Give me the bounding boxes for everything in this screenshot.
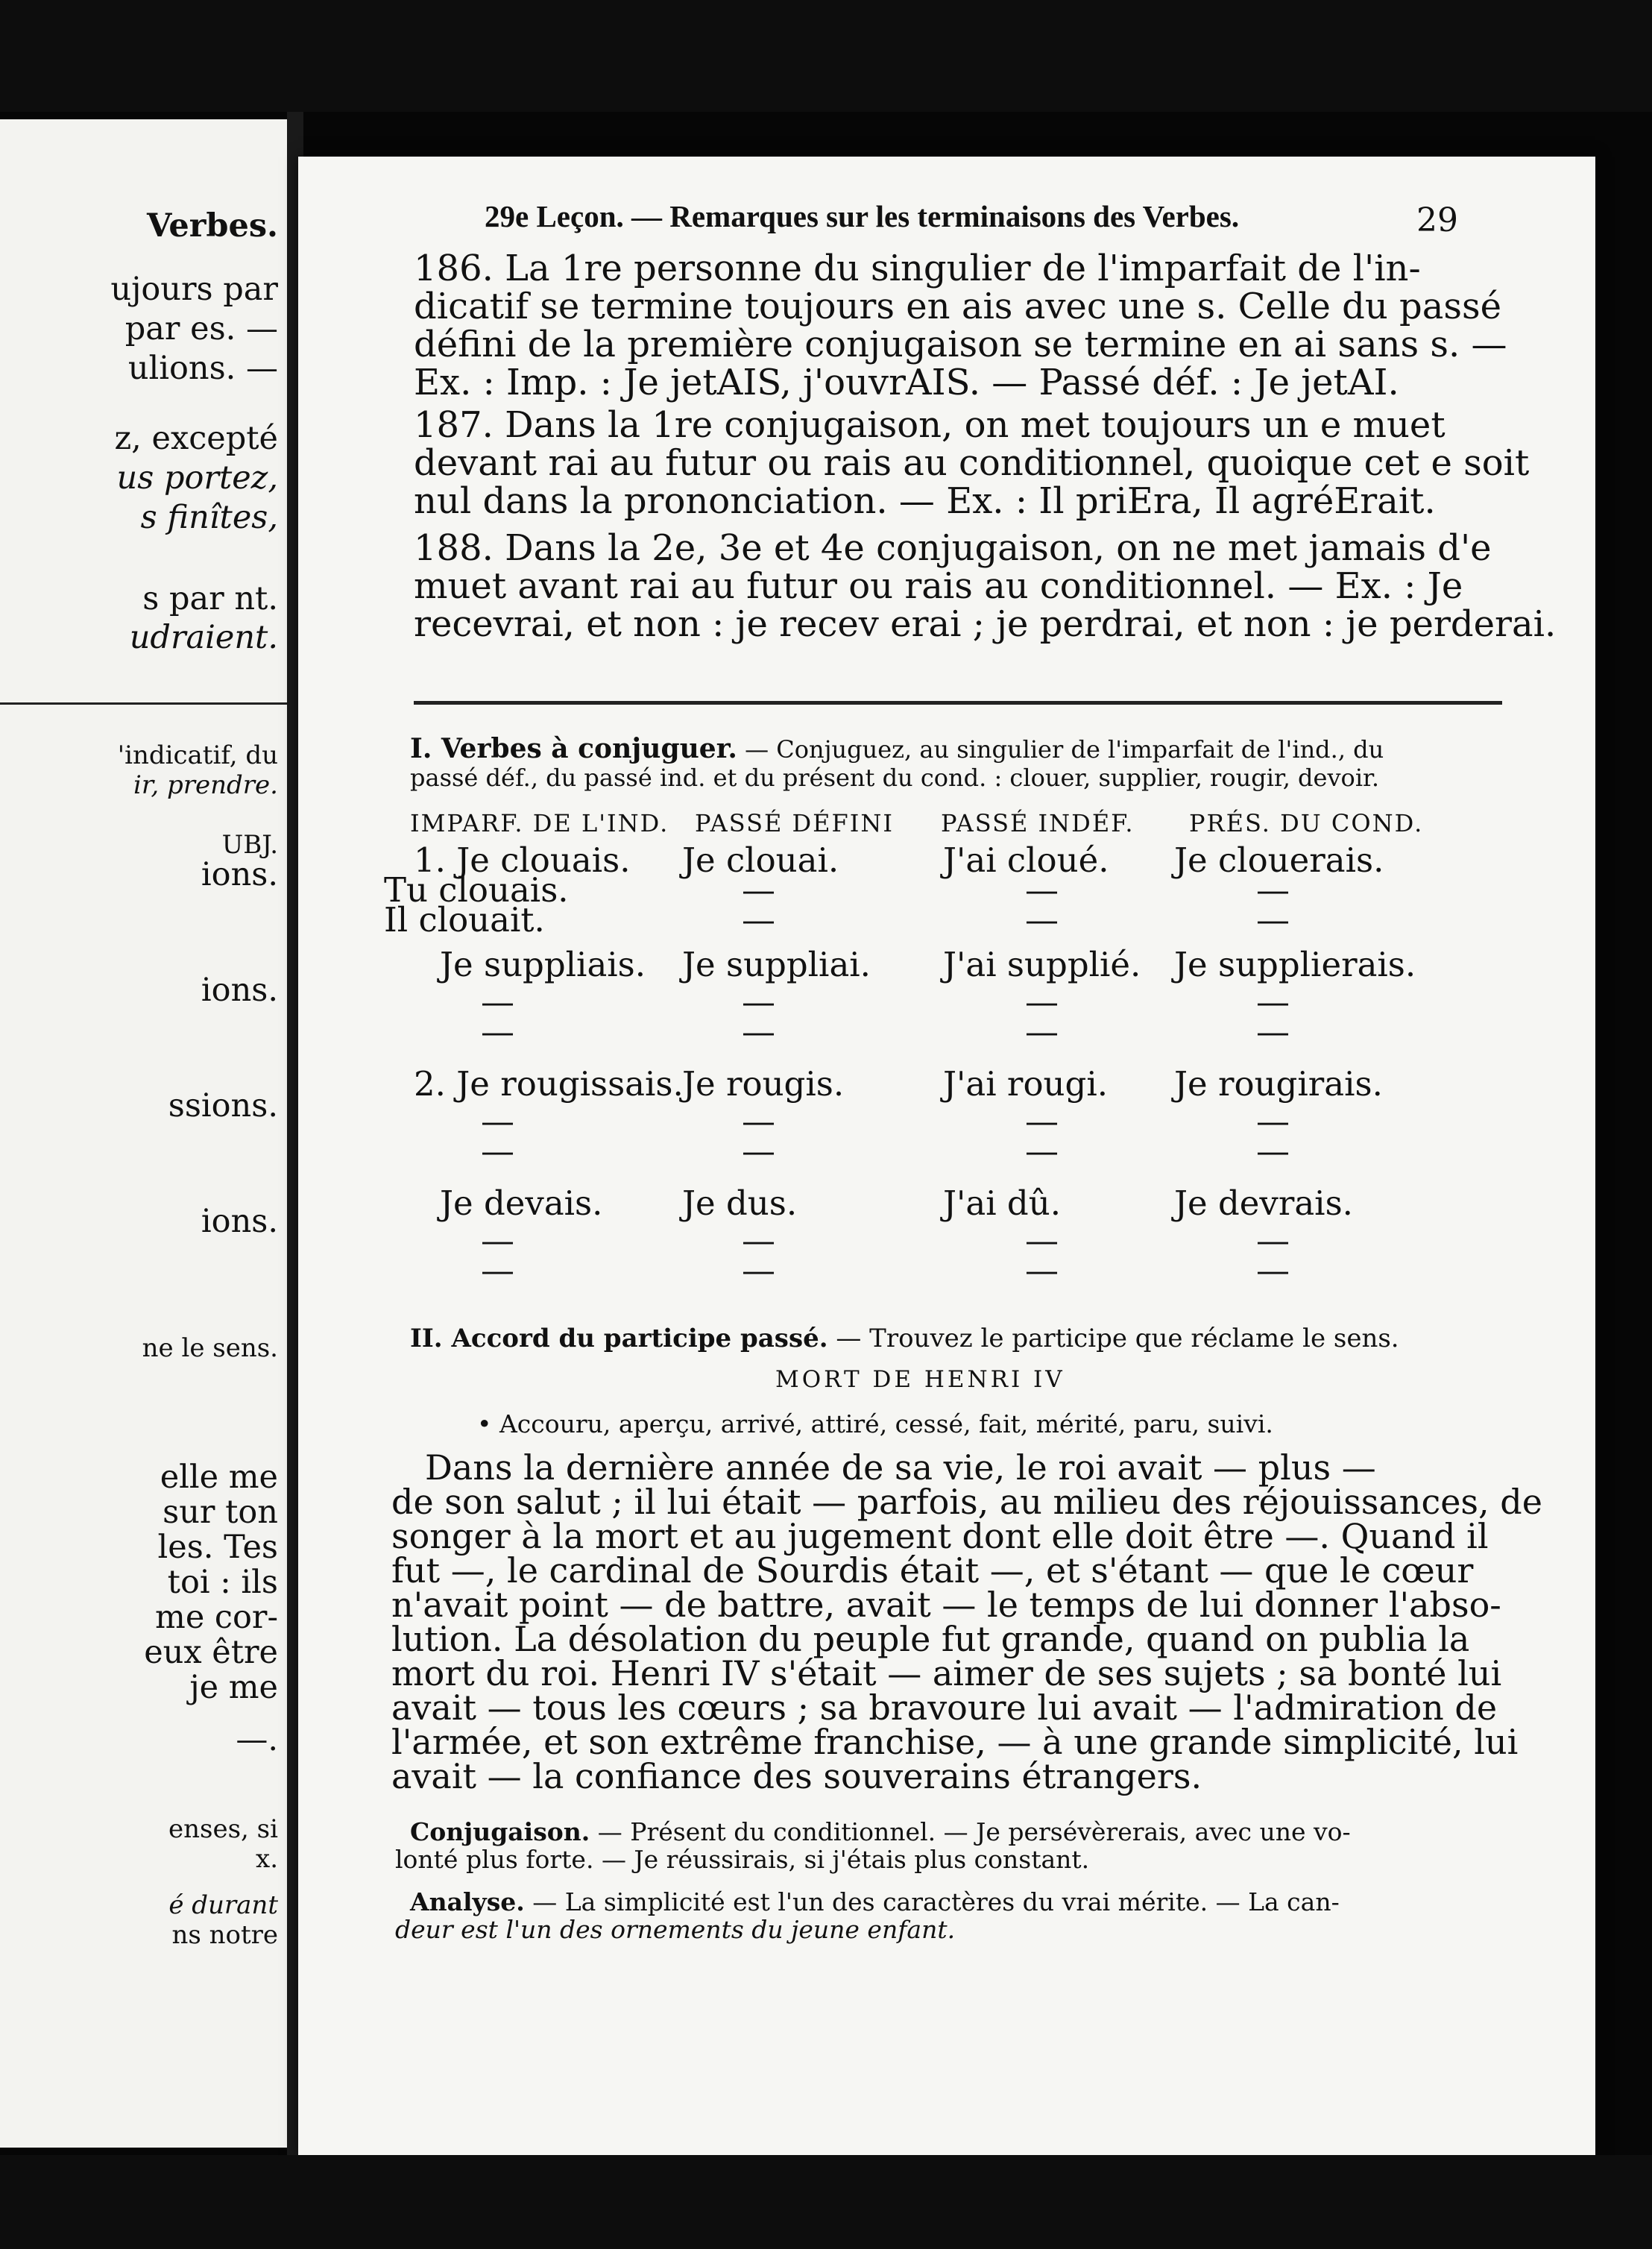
text-line: mort du roi. Henri IV s'était — aimer de ses sujets ; sa bonté lui bbox=[391, 1653, 1502, 1693]
left-line: ne le sens. bbox=[142, 1333, 278, 1363]
conjugation-cell: — bbox=[1256, 1221, 1290, 1260]
left-line: UBJ. bbox=[221, 830, 278, 860]
conjugation-cell: — bbox=[1025, 1101, 1059, 1141]
left-line: é durant bbox=[168, 1890, 278, 1920]
conjugation-cell: Tu clouais. bbox=[384, 870, 569, 910]
conjugation-cell: Il clouait. bbox=[384, 900, 545, 940]
text-line: avait — tous les cœurs ; sa bravoure lui avait — l'admiration de bbox=[391, 1687, 1498, 1728]
text-line: lution. La désolation du peuple fut grande, quand on publia la bbox=[391, 1619, 1470, 1659]
conjugation-cell: Je devrais. bbox=[1174, 1183, 1353, 1223]
exercise-2-heading: MORT DE HENRI IV bbox=[775, 1366, 1065, 1393]
conjugation-cell: — bbox=[742, 1251, 775, 1290]
conjugation-cell: Je suppliai. bbox=[682, 945, 871, 984]
conjugation-cell: — bbox=[1025, 870, 1059, 910]
conjugation-cell: — bbox=[1256, 1251, 1290, 1290]
exercise-2-text bbox=[391, 1447, 1542, 1796]
page-number: 29 bbox=[1416, 201, 1458, 239]
current-page bbox=[298, 157, 1595, 2155]
exercise-1-title: I. Verbes à conjuguer. bbox=[410, 733, 737, 764]
rule-line: 188. Dans la 2e, 3e et 4e conjugaison, on ne met jamais d'e bbox=[414, 527, 1492, 569]
text-line: songer à la mort et au jugement dont elle doit être —. Quand il bbox=[391, 1516, 1489, 1556]
conjugation-cell: — bbox=[481, 1251, 514, 1290]
conjugation-cell: — bbox=[1025, 1251, 1059, 1290]
left-line: ions. bbox=[201, 856, 278, 893]
left-line: ujours par bbox=[110, 271, 278, 308]
conjugation-cell: — bbox=[1256, 1101, 1290, 1141]
conjugation-cell: Je clouerais. bbox=[1174, 840, 1384, 880]
conjugaison-note bbox=[395, 1818, 1491, 1873]
left-line: ulions. — bbox=[127, 350, 278, 387]
conjugation-cell: — bbox=[481, 982, 514, 1022]
rule-line: muet avant rai au futur ou rais au conditionnel. — Ex. : Je bbox=[414, 565, 1463, 607]
conjugation-cell: Je supplierais. bbox=[1174, 945, 1416, 984]
rule-line: recevrai, et non : je recev erai ; je perdrai, et non : je perderai. bbox=[414, 603, 1557, 645]
conjugation-cell: Je devais. bbox=[440, 1183, 603, 1223]
column-header: IMPARF. DE L'IND. bbox=[410, 809, 669, 837]
previous-page-fragment bbox=[0, 119, 287, 2148]
conjugation-cell: — bbox=[742, 1101, 775, 1141]
conjugation-cell: J'ai rougi. bbox=[943, 1064, 1109, 1104]
left-line: ns notre bbox=[171, 1920, 278, 1950]
left-line: us portez, bbox=[116, 459, 278, 497]
conjugation-cell: — bbox=[481, 1221, 514, 1260]
conjugation-cell: — bbox=[1256, 870, 1290, 910]
analyse-note bbox=[395, 1888, 1491, 1943]
rule-line: 187. Dans la 1re conjugaison, on met toujours un e muet bbox=[414, 404, 1446, 446]
analyse-line: deur est l'un des ornements du jeune enfant. bbox=[395, 1915, 956, 1944]
left-line: me cor- bbox=[155, 1599, 278, 1636]
conjugation-cell: — bbox=[1256, 982, 1290, 1022]
text-line: fut —, le cardinal de Sourdis était —, et s'étant — que le cœur bbox=[391, 1550, 1474, 1591]
conjugation-cell: — bbox=[1025, 1131, 1059, 1171]
left-divider bbox=[0, 702, 287, 705]
rule-line: devant rai au futur ou rais au conditionnel, quoique cet e soit bbox=[414, 442, 1530, 484]
exercise-2-title: II. Accord du participe passé. bbox=[410, 1324, 828, 1353]
scan-background-bottom bbox=[0, 2155, 1652, 2249]
conjugation-cell: Je rougirais. bbox=[1174, 1064, 1383, 1104]
conjugation-cell: — bbox=[481, 1012, 514, 1051]
exercise-2-instruction: — Trouvez le participe que réclame le sens. bbox=[827, 1324, 1399, 1353]
text-line: avait — la confiance des souverains étrangers. bbox=[391, 1756, 1202, 1796]
exercise-1-instructions bbox=[410, 735, 1491, 792]
conjugation-cell: Je suppliais. bbox=[440, 945, 646, 984]
left-line: par es. — bbox=[124, 310, 278, 347]
conjugation-cell: 2. Je rougissais. bbox=[414, 1064, 684, 1104]
rule-line: défini de la première conjugaison se termine en ai sans s. — bbox=[414, 324, 1507, 365]
left-line: ir, prendre. bbox=[133, 770, 278, 800]
conjugation-cell: Je rougis. bbox=[682, 1064, 845, 1104]
exercise-1-instruction-cont: passé déf., du passé ind. et du présent du cond. : clouer, supplier, rougir, devoir. bbox=[410, 764, 1379, 792]
scan-background-top bbox=[0, 0, 1652, 112]
conjugation-cell: — bbox=[481, 1101, 514, 1141]
conjugation-cell: J'ai cloué. bbox=[943, 840, 1109, 880]
exercise-1-instruction: — Conjuguez, au singulier de l'imparfait de l'ind., du bbox=[737, 735, 1384, 764]
conjugaison-line: lonté plus forte. — Je réussirais, si j'étais plus constant. bbox=[395, 1845, 1090, 1874]
analyse-line: — La simplicité est l'un des caractères du vrai mérite. — La can- bbox=[524, 1887, 1340, 1916]
conjugation-cell: — bbox=[1025, 900, 1059, 940]
left-line: toi : ils bbox=[167, 1564, 278, 1601]
text-line: de son salut ; il lui était — parfois, au milieu des réjouissances, de bbox=[391, 1482, 1542, 1522]
analyse-label: Analyse. bbox=[410, 1887, 525, 1916]
conjugation-cell: — bbox=[742, 1131, 775, 1171]
text-line: n'avait point — de battre, avait — le temps de lui donner l'abso- bbox=[391, 1585, 1501, 1625]
conjugation-cell: — bbox=[481, 1131, 514, 1171]
section-divider bbox=[414, 701, 1502, 705]
left-line: x. bbox=[256, 1844, 278, 1874]
left-line: sur ton bbox=[163, 1494, 278, 1531]
conjugation-cell: — bbox=[1025, 982, 1059, 1022]
rule-187 bbox=[414, 404, 1530, 522]
conjugation-cell: — bbox=[1025, 1012, 1059, 1051]
left-line: je me bbox=[189, 1669, 278, 1706]
left-line: z, excepté bbox=[114, 420, 278, 457]
rule-line: Ex. : Imp. : Je jetAIS, j'ouvrAIS. — Passé déf. : Je jetAI. bbox=[414, 362, 1399, 403]
conjugation-cell: — bbox=[742, 1221, 775, 1260]
exercise-2-instructions bbox=[410, 1324, 1491, 1353]
text-line: Dans la dernière année de sa vie, le roi avait — plus — bbox=[425, 1447, 1376, 1488]
left-line: 'indicatif, du bbox=[117, 740, 278, 770]
left-line: elle me bbox=[160, 1459, 278, 1496]
conjugaison-label: Conjugaison. bbox=[410, 1817, 590, 1846]
conjugation-cell: J'ai dû. bbox=[943, 1183, 1062, 1223]
conjugation-cell: — bbox=[742, 1012, 775, 1051]
conjugation-cell: Je dus. bbox=[682, 1183, 798, 1223]
left-line: ssions. bbox=[168, 1087, 278, 1124]
exercise-2-word-list: • Accouru, aperçu, arrivé, attiré, cessé, fait, mérité, paru, suivi. bbox=[477, 1409, 1273, 1438]
left-line: Verbes. bbox=[146, 207, 278, 245]
rule-line: dicatif se termine toujours en ais avec une s. Celle du passé bbox=[414, 286, 1502, 327]
column-header: PASSÉ DÉFINI bbox=[695, 809, 895, 837]
conjugation-cell: J'ai supplié. bbox=[943, 945, 1141, 984]
left-line: enses, si bbox=[168, 1814, 278, 1844]
left-line: udraient. bbox=[129, 619, 278, 656]
conjugation-cell: 1. Je clouais. bbox=[414, 840, 631, 880]
conjugation-cell: Je clouai. bbox=[682, 840, 839, 880]
column-header: PASSÉ INDÉF. bbox=[941, 809, 1135, 837]
text-line: l'armée, et son extrême franchise, — à une grande simplicité, lui bbox=[391, 1722, 1519, 1762]
conjugation-cell: — bbox=[742, 870, 775, 910]
rule-188 bbox=[414, 527, 1557, 645]
conjugation-cell: — bbox=[742, 982, 775, 1022]
conjugation-cell: — bbox=[1256, 1131, 1290, 1171]
running-header: 29e Leçon. — Remarques sur les terminaisons des Verbes. bbox=[485, 199, 1240, 233]
conjugation-cell: — bbox=[1256, 900, 1290, 940]
rule-186 bbox=[414, 248, 1507, 403]
left-line: s finîtes, bbox=[140, 499, 278, 536]
left-line: eux être bbox=[144, 1634, 278, 1671]
rule-line: nul dans la prononciation. — Ex. : Il priEra, Il agréErait. bbox=[414, 480, 1436, 522]
left-line: ions. bbox=[201, 1203, 278, 1240]
rule-line: 186. La 1re personne du singulier de l'imparfait de l'in- bbox=[414, 248, 1421, 289]
left-line: s par nt. bbox=[142, 580, 278, 617]
left-line: les. Tes bbox=[157, 1529, 278, 1566]
conjugation-cell: — bbox=[1256, 1012, 1290, 1051]
conjugaison-line: — Présent du conditionnel. — Je persévèrerais, avec une vo- bbox=[590, 1817, 1351, 1846]
conjugation-cell: — bbox=[1025, 1221, 1059, 1260]
word-list-text: Accouru, aperçu, arrivé, attiré, cessé, fait, mérité, paru, suivi. bbox=[499, 1409, 1273, 1438]
left-line: ions. bbox=[201, 972, 278, 1009]
column-header: PRÉS. DU COND. bbox=[1189, 809, 1424, 837]
conjugation-cell: — bbox=[742, 900, 775, 940]
left-line: —. bbox=[236, 1721, 278, 1758]
